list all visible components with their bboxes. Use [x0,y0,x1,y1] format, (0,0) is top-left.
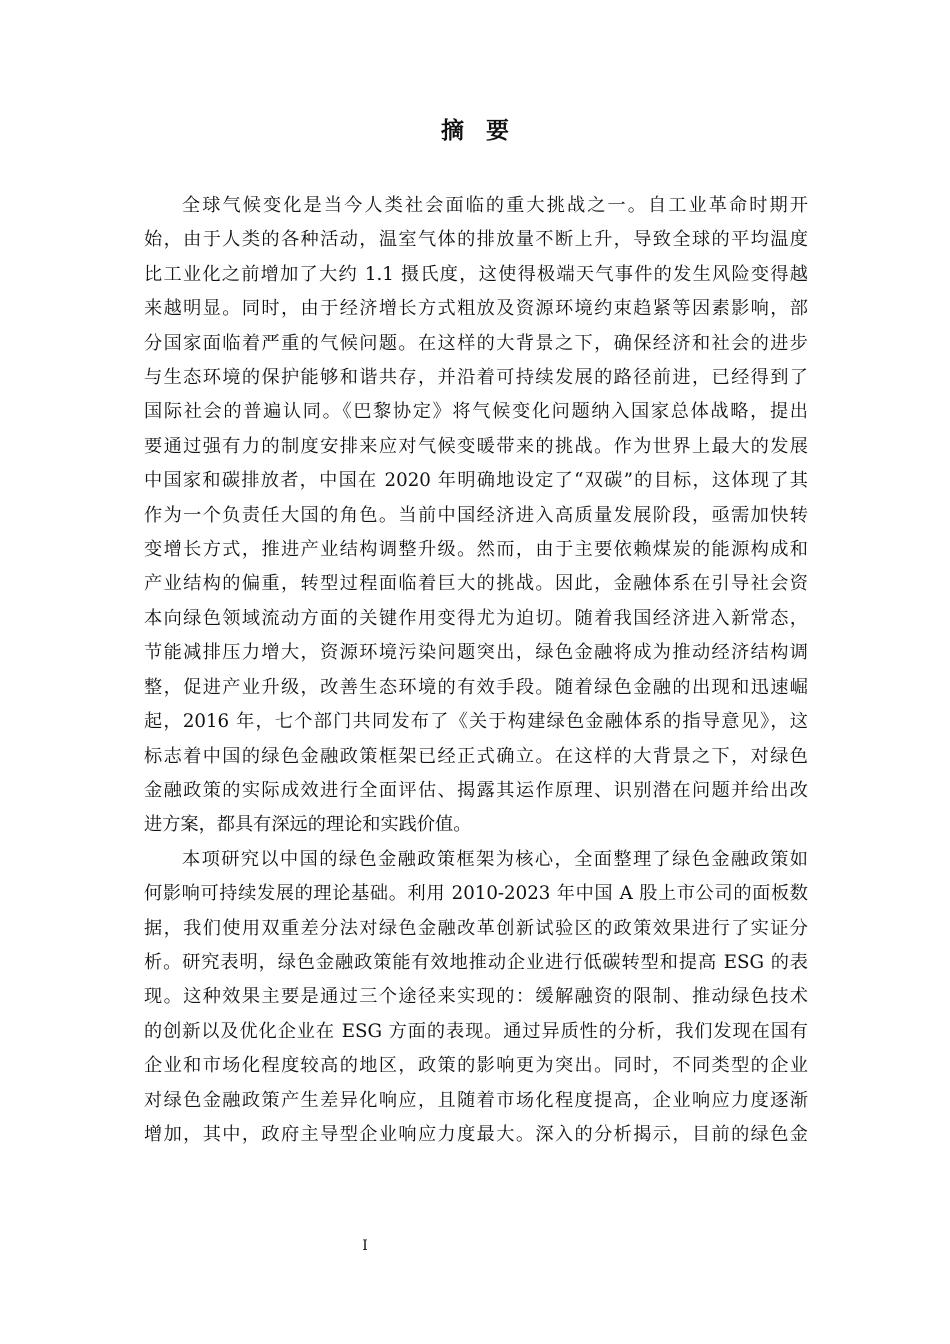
text-line: 始，由于人类的各种活动，温室气体的排放量不断上升，导致全球的平均温度 [144,229,808,251]
text-line: 进方案，都具有深远的理论和实践价值。 [144,814,472,836]
text-line: 国际社会的普遍认同。《巴黎协定》将气候变化问题纳入国家总体战略，提出 [144,401,808,423]
text-line: 对绿色金融政策产生差异化响应，且随着市场化程度提高，企业响应力度逐渐 [144,1089,808,1111]
paragraph-1 [144,189,808,843]
text-line: 增加，其中，政府主导型企业响应力度最大。深入的分析揭示，目前的绿色金 [144,1123,808,1145]
text-line: 分国家面临着严重的气候问题。在这样的大背景之下，确保经济和社会的进步 [144,332,808,354]
page-title: 摘要 [441,117,531,144]
text-line: 本向绿色领域流动方面的关键作用变得尤为迫切。随着我国经济进入新常态， [144,607,808,629]
text-line: 起，2016 年，七个部门共同发布了《关于构建绿色金融体系的指导意见》，这 [144,711,808,733]
text-line: 全球气候变化是当今人类社会面临的重大挑战之一。自工业革命时期开 [182,195,808,216]
text-line: 的创新以及优化企业在 ESG 方面的表现。通过异质性的分析，我们发现在国有 [144,1020,808,1042]
text-line: 本项研究以中国的绿色金融政策框架为核心，全面整理了绿色金融政策如 [182,848,808,870]
text-line: 来越明显。同时，由于经济增长方式粗放及资源环境约束趋紧等因素影响，部 [144,298,808,320]
text-line: 析。研究表明，绿色金融政策能有效地推动企业进行低碳转型和提高 ESG 的表 [144,951,808,973]
text-line: 要通过强有力的制度安排来应对气候变暖带来的挑战。作为世界上最大的发展 [144,435,808,457]
text-line: 企业和市场化程度较高的地区，政策的影响更为突出。同时，不同类型的企业 [144,1055,808,1077]
abstract-body [144,189,808,1152]
text-line: 与生态环境的保护能够和谐共存，并沿着可持续发展的路径前进，已经得到了 [144,367,808,389]
text-line: 何影响可持续发展的理论基础。利用 2010-2023 年中国 A 股上市公司的面板数 [144,883,808,905]
text-line: 现。这种效果主要是通过三个途径来实现的：缓解融资的限制、推动绿色技术 [144,986,808,1008]
paragraph-2 [144,843,808,1153]
text-line: 整，促进产业升级，改善生态环境的有效手段。随着绿色金融的出现和迅速崛 [144,676,808,698]
text-line: 产业结构的偏重，转型过程面临着巨大的挑战。因此，金融体系在引导社会资 [144,573,808,595]
page-number: I [362,1238,368,1254]
text-line: 据，我们使用双重差分法对绿色金融改革创新试验区的政策效果进行了实证分 [144,917,808,939]
text-line: 比工业化之前增加了大约 1.1 摄氏度，这使得极端天气事件的发生风险变得越 [144,263,808,285]
text-line: 标志着中国的绿色金融政策框架已经正式确立。在这样的大背景之下，对绿色 [144,745,808,767]
text-line: 作为一个负责任大国的角色。当前中国经济进入高质量发展阶段，亟需加快转 [144,504,808,526]
text-line: 中国家和碳排放者，中国在 2020 年明确地设定了“双碳”的目标，这体现了其 [144,470,808,492]
text-line: 金融政策的实际成效进行全面评估、揭露其运作原理、识别潜在问题并给出改 [144,779,808,801]
text-line: 节能减排压力增大，资源环境污染问题突出，绿色金融将成为推动经济结构调 [144,642,808,664]
text-line: 变增长方式，推进产业结构调整升级。然而，由于主要依赖煤炭的能源构成和 [144,539,808,561]
